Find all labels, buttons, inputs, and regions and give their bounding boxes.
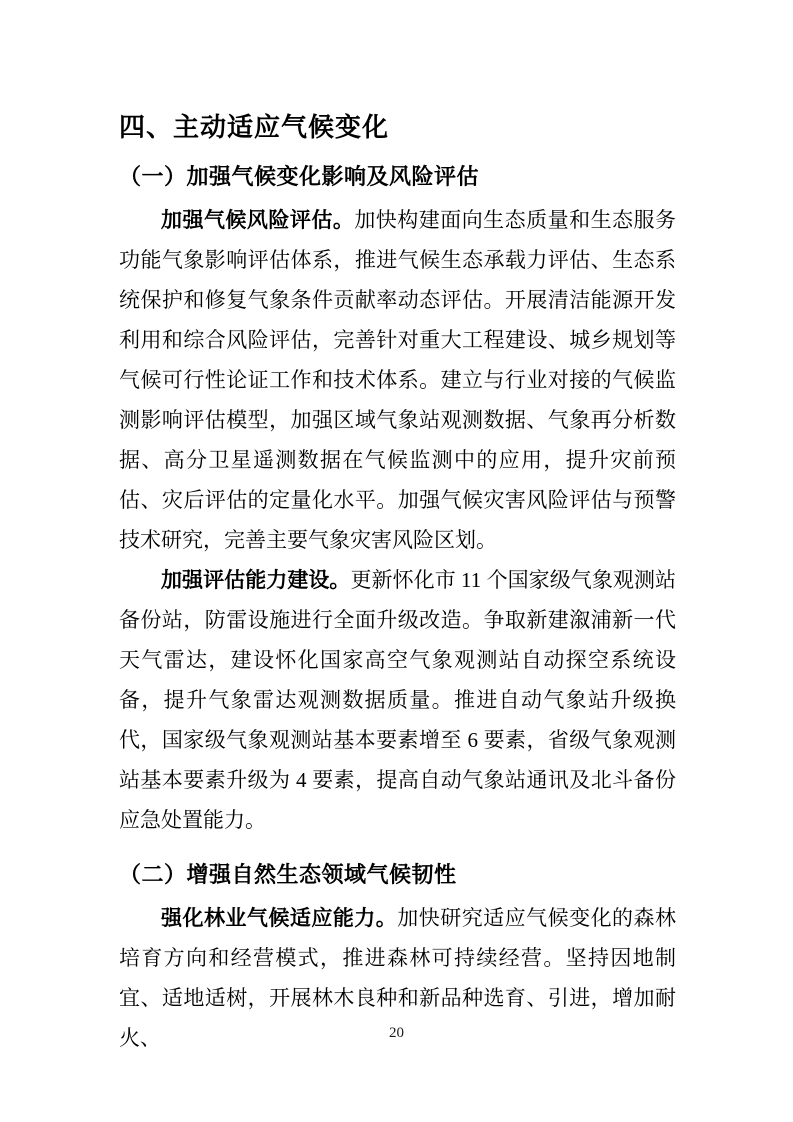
paragraph-body: 加快研究适应气候变化的森林培育方向和经营模式，推进森林可持续经营。坚持因地制宜、适地适树，开展林木良种和新品种选育、引进，增加耐火、 bbox=[119, 906, 677, 1050]
paragraph-risk-assessment bbox=[119, 200, 676, 560]
paragraph-body: 更新怀化市 11 个国家级气象观测站备份站，防雷设施进行全面升级改造。争取新建溆浦新一代天气雷达，建设怀化国家高空气象观测站自动探空系统设备，提升气象雷达观测数据质量。推进自动气象站升级换代，国家级气象观测站基本要素增至 6 要素，省级气象观测站基本要素升级为 4 要素，提高自动气象站通讯及北斗备份应急处置能力。 bbox=[119, 568, 676, 832]
section-heading-2: （二）增强自然生态领域气候韧性 bbox=[119, 862, 457, 887]
document-content bbox=[119, 112, 676, 1058]
paragraph-body: 加快构建面向生态质量和生态服务功能气象影响评估体系，推进气候生态承载力评估、生态系统保护和修复气象条件贡献率动态评估。开展清洁能源开发利用和综合风险评估，完善针对重大工程建设、城乡规划等气候可行性论证工作和技术体系。建立与行业对接的气候监测影响评估模型，加强区域气象站观测数据、气象再分析数据、高分卫星遥测数据在气候监测中的应用，提升灾前预估、灾后评估的定量化水平。加强气候灾害风险评估与预警技术研究，完善主要气象灾害风险区划。 bbox=[119, 208, 677, 552]
section-heading-1: （一）加强气候变化影响及风险评估 bbox=[119, 164, 480, 189]
paragraph-capacity-building bbox=[119, 560, 676, 840]
paragraph-lead: 加强气候风险评估。 bbox=[161, 208, 355, 232]
page-number: 20 bbox=[389, 1025, 404, 1041]
paragraph-lead: 加强评估能力建设。 bbox=[161, 568, 351, 592]
chapter-heading: 四、主动适应气候变化 bbox=[119, 112, 390, 142]
paragraph-lead: 强化林业气候适应能力。 bbox=[161, 906, 398, 930]
